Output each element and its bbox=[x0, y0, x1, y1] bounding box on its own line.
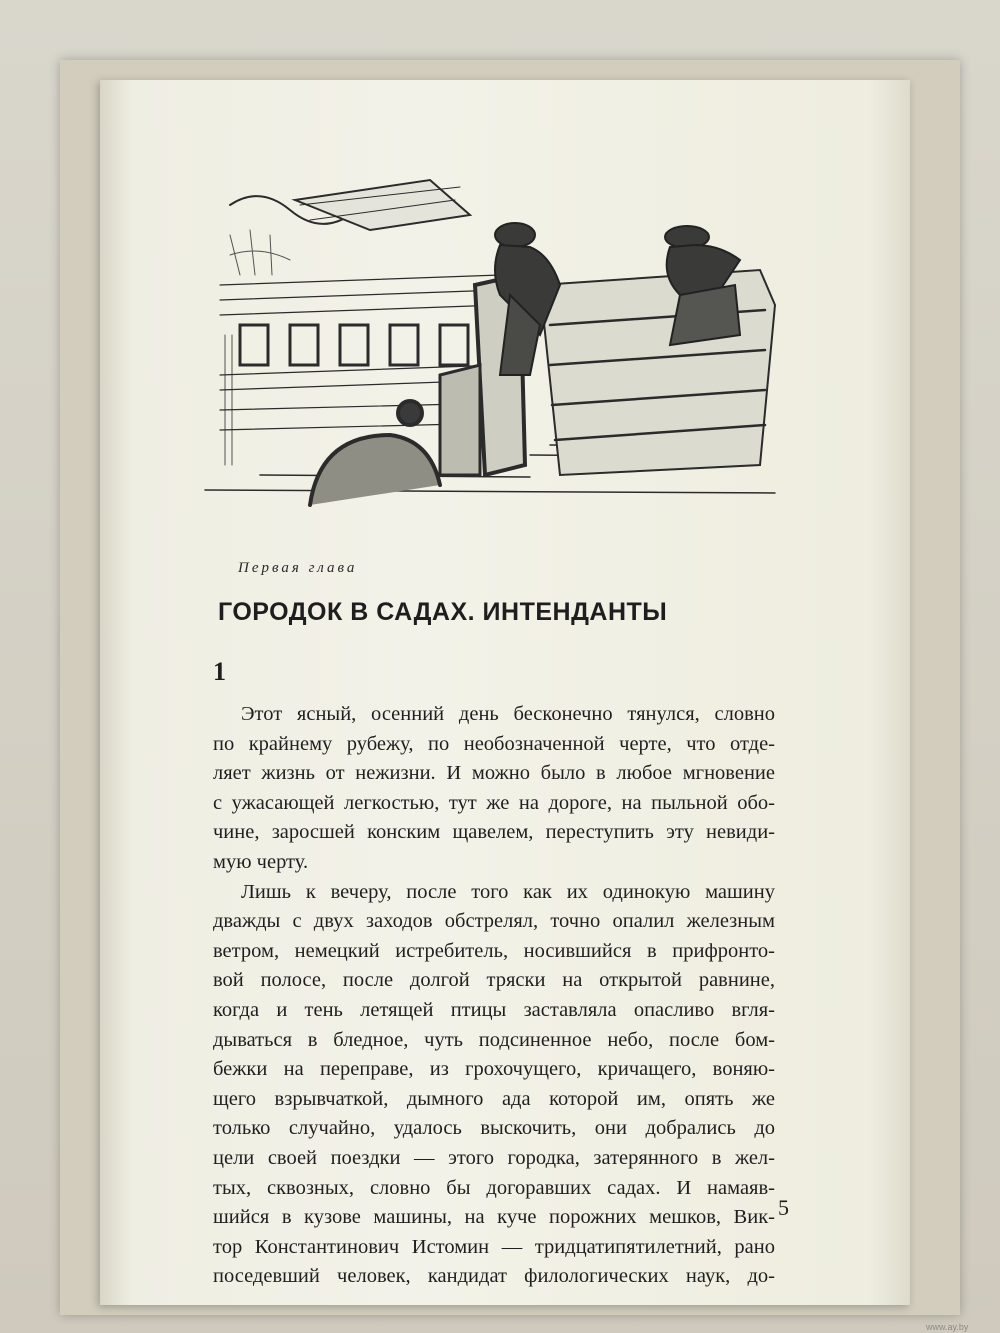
text-line: Лишь к вечеру, после того как их одинокую машину bbox=[241, 880, 775, 903]
text-line: дываться в бледное, чуть подсиненное небо, после бом- bbox=[213, 1028, 775, 1051]
section-number: 1 bbox=[213, 657, 226, 686]
text-line: тор Константинович Истомин — тридцатипятилетний, рано bbox=[213, 1235, 775, 1258]
page-number: 5 bbox=[778, 1195, 789, 1220]
chapter-illustration bbox=[200, 175, 780, 520]
text-line: ляет жизнь от нежизни. И можно было в любое мгновение bbox=[213, 762, 775, 785]
text-line: когда и тень летящей птицы заставляла опасливо вгля- bbox=[213, 998, 775, 1021]
text-line: бежки на переправе, из грохочущего, кричащего, воняю- bbox=[213, 1058, 775, 1081]
text-line: мую черту. bbox=[213, 850, 309, 873]
text-line: Этот ясный, осенний день бесконечно тянулся, словно bbox=[241, 703, 775, 725]
text-line: по крайнему рубежу, по необозначенной черте, что отде- bbox=[213, 732, 775, 755]
text-line: ветром, немецкий истребитель, носившийся в прифронто- bbox=[213, 939, 775, 962]
body-text bbox=[213, 700, 775, 1292]
text-line: с ужасающей легкостью, тут же на дороге, на пыльной обо- bbox=[213, 791, 775, 814]
watermark: www.ay.by bbox=[926, 1322, 969, 1332]
text-line: тых, сквозных, словно бы догоравших садах. И намаяв- bbox=[213, 1176, 775, 1199]
text-line: чине, заросшей конским щавелем, переступить эту невиди- bbox=[213, 821, 775, 844]
chapter-title: ГОРОДОК В САДАХ. ИНТЕНДАНТЫ bbox=[218, 598, 668, 626]
text-line: только случайно, удалось выскочить, они добрались до bbox=[213, 1117, 775, 1140]
text-line: щего взрывчаткой, дымного ада которой им, опять же bbox=[213, 1087, 775, 1110]
text-line: дважды с двух заходов обстрелял, точно опалил железным bbox=[213, 910, 775, 933]
text-line: вой полосе, после долгой тряски на открытой равнине, bbox=[213, 969, 775, 992]
text-line: шийся в кузове машины, на куче порожних мешков, Вик- bbox=[213, 1206, 775, 1229]
text-line: поседевший человек, кандидат филологических наук, до- bbox=[213, 1265, 775, 1288]
text-line: цели своей поездки — этого городка, затерянного в жел- bbox=[213, 1146, 775, 1169]
chapter-label: Первая глава bbox=[238, 560, 358, 576]
